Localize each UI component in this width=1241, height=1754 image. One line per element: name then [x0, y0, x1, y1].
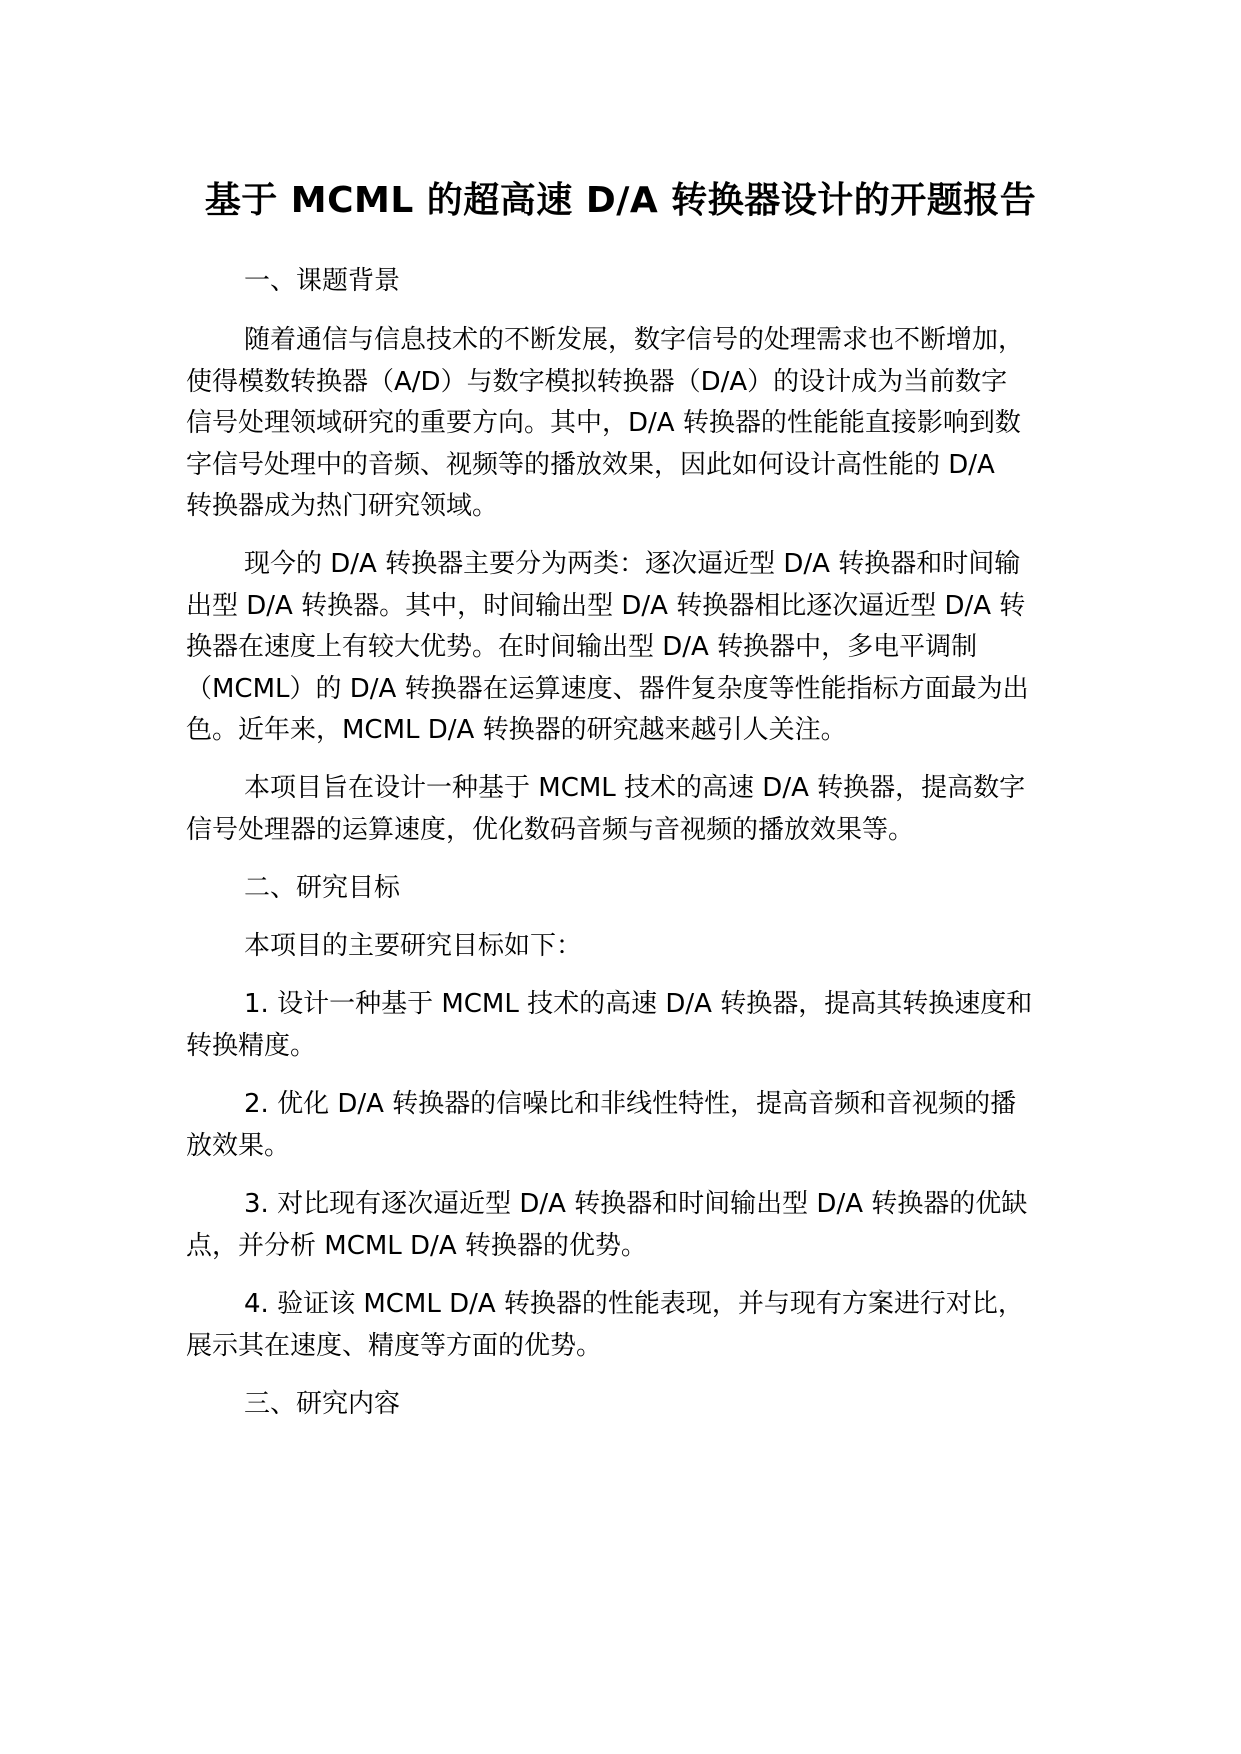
goal-line: 展示其在速度、精度等方面的优势。	[186, 1331, 603, 1361]
paragraph-line: （MCML）的 D/A 转换器在运算速度、器件复杂度等性能指标方面最为出	[186, 674, 1029, 704]
paragraph-line: 本项目旨在设计一种基于 MCML 技术的高速 D/A 转换器，提高数字	[244, 773, 1026, 803]
goal-line: 转换精度。	[186, 1031, 317, 1061]
document-title: 基于 MCML 的超高速 D/A 转换器设计的开题报告	[204, 180, 1037, 221]
goal-line: 放效果。	[186, 1131, 291, 1161]
paragraph-line: 信号处理器的运算速度，优化数码音频与音视频的播放效果等。	[186, 815, 915, 845]
paragraph-line: 换器在速度上有较大优势。在时间输出型 D/A 转换器中，多电平调制	[186, 632, 978, 662]
paragraph-line: 出型 D/A 转换器。其中，时间输出型 D/A 转换器相比逐次逼近型 D/A 转	[186, 591, 1026, 621]
goal-line: 点，并分析 MCML D/A 转换器的优势。	[186, 1231, 647, 1261]
section-heading-content: 三、研究内容	[244, 1389, 401, 1419]
paragraph-goals-intro: 本项目的主要研究目标如下：	[244, 931, 583, 961]
paragraph-line: 信号处理领域研究的重要方向。其中，D/A 转换器的性能能直接影响到数	[186, 408, 1021, 438]
paragraph-line: 色。近年来，MCML D/A 转换器的研究越来越引人关注。	[186, 715, 847, 745]
paragraph-line: 转换器成为热门研究领域。	[186, 491, 499, 521]
goal-line: 4. 验证该 MCML D/A 转换器的性能表现，并与现有方案进行对比，	[244, 1289, 1024, 1319]
goal-line: 3. 对比现有逐次逼近型 D/A 转换器和时间输出型 D/A 转换器的优缺	[244, 1189, 1028, 1219]
goal-line: 1. 设计一种基于 MCML 技术的高速 D/A 转换器，提高其转换速度和	[244, 989, 1033, 1019]
paragraph-line: 现今的 D/A 转换器主要分为两类：逐次逼近型 D/A 转换器和时间输	[244, 549, 1021, 579]
paragraph-line: 字信号处理中的音频、视频等的播放效果，因此如何设计高性能的 D/A	[186, 450, 995, 480]
section-heading-background: 一、课题背景	[244, 266, 401, 296]
goal-line: 2. 优化 D/A 转换器的信噪比和非线性特性，提高音频和音视频的播	[244, 1089, 1017, 1119]
paragraph-line: 随着通信与信息技术的不断发展，数字信号的处理需求也不断增加，	[244, 325, 1025, 355]
section-heading-goals: 二、研究目标	[244, 873, 401, 903]
paragraph-line: 使得模数转换器（A/D）与数字模拟转换器（D/A）的设计成为当前数字	[186, 367, 1008, 397]
